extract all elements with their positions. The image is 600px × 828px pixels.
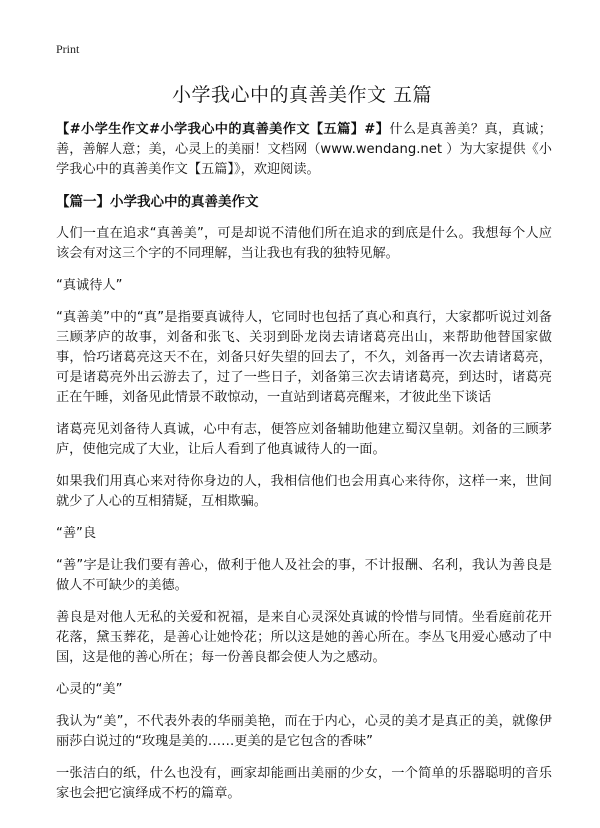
intro-text: 什么是真善美？真，真诚；善，善解人意；美，心灵上的美丽！文档网（www.wendang.net ）为大家提供《小学我心中的真善美作文【五篇】》，欢迎阅读。 <box>56 122 552 177</box>
paragraph-8: 一张洁白的纸，什么也没有，画家却能画出美丽的少女，一个简单的乐器聪明的音乐家也会把它演绎成不朽的篇章。 <box>56 766 552 801</box>
subheading-zhen: “真诚待人” <box>56 278 123 293</box>
paragraph-6: 善良是对他人无私的关爱和祝福，是来自心灵深处真诚的怜惜与同情。坐看庭前花开花落，黛玉葬花，是善心让她怜花；所以这是她的善心所在。李丛飞用爱心感动了中国，这是他的善心所在；每一份善良都会使人为之感动。 <box>56 610 552 665</box>
paragraph-2: “真善美”中的“真”是指要真诚待人，它同时也包括了真心和真行，大家都听说过刘备三顾茅庐的故事，刘备和张飞、关羽到卧龙岗去请诸葛亮出山，来帮助他替国家做事，恰巧诸葛亮这天不在，刘备只好失望的回去了，不久，刘备再一次去请诸葛亮，可是诸葛亮外出云游去了，过了一些日子，刘备第三次去请诸葛亮，到达时，诸葛亮正在午睡，刘备见此情景不敢惊动，一直站到诸葛亮醒来，才彼此坐下谈话 <box>56 310 552 405</box>
section-title: 【篇一】小学我心中的真善美作文 <box>56 194 259 210</box>
paragraph-3: 诸葛亮见刘备待人真诚，心中有志，便答应刘备辅助他建立蜀汉皇朝。刘备的三顾茅庐，使他完成了大业，让后人看到了他真诚待人的一面。 <box>56 422 552 457</box>
print-label: Print <box>56 42 80 56</box>
subheading-mei: 心灵的“美” <box>56 682 123 697</box>
subheading-shan: “善”良 <box>56 526 97 541</box>
paragraph-7: 我认为“美”，不代表外表的华丽美艳，而在于内心，心灵的美才是真正的美，就像伊丽莎白说过的“玫瑰是美的……更美的是它包含的香味” <box>56 714 552 749</box>
intro-tag: 【#小学生作文#小学我心中的真善美作文【五篇】#】 <box>56 122 390 137</box>
paragraph-1: 人们一直在追求“真善美”，可是却说不清他们所在追求的到底是什么。我想每个人应该会有对这三个字的不同理解，当让我也有我的独特见解。 <box>56 226 552 261</box>
paragraph-5: “善”字是让我们要有善心，做利于他人及社会的事，不计报酬、名利，我认为善良是做人不可缺少的美德。 <box>56 558 552 593</box>
paragraph-4: 如果我们用真心来对待你身边的人，我相信他们也会用真心来待你，这样一来，世间就少了人心的互相猜疑，互相欺骗。 <box>56 474 552 509</box>
page-title: 小学我心中的真善美作文 五篇 <box>171 84 433 106</box>
intro-paragraph <box>56 120 552 180</box>
article-body <box>56 120 552 816</box>
